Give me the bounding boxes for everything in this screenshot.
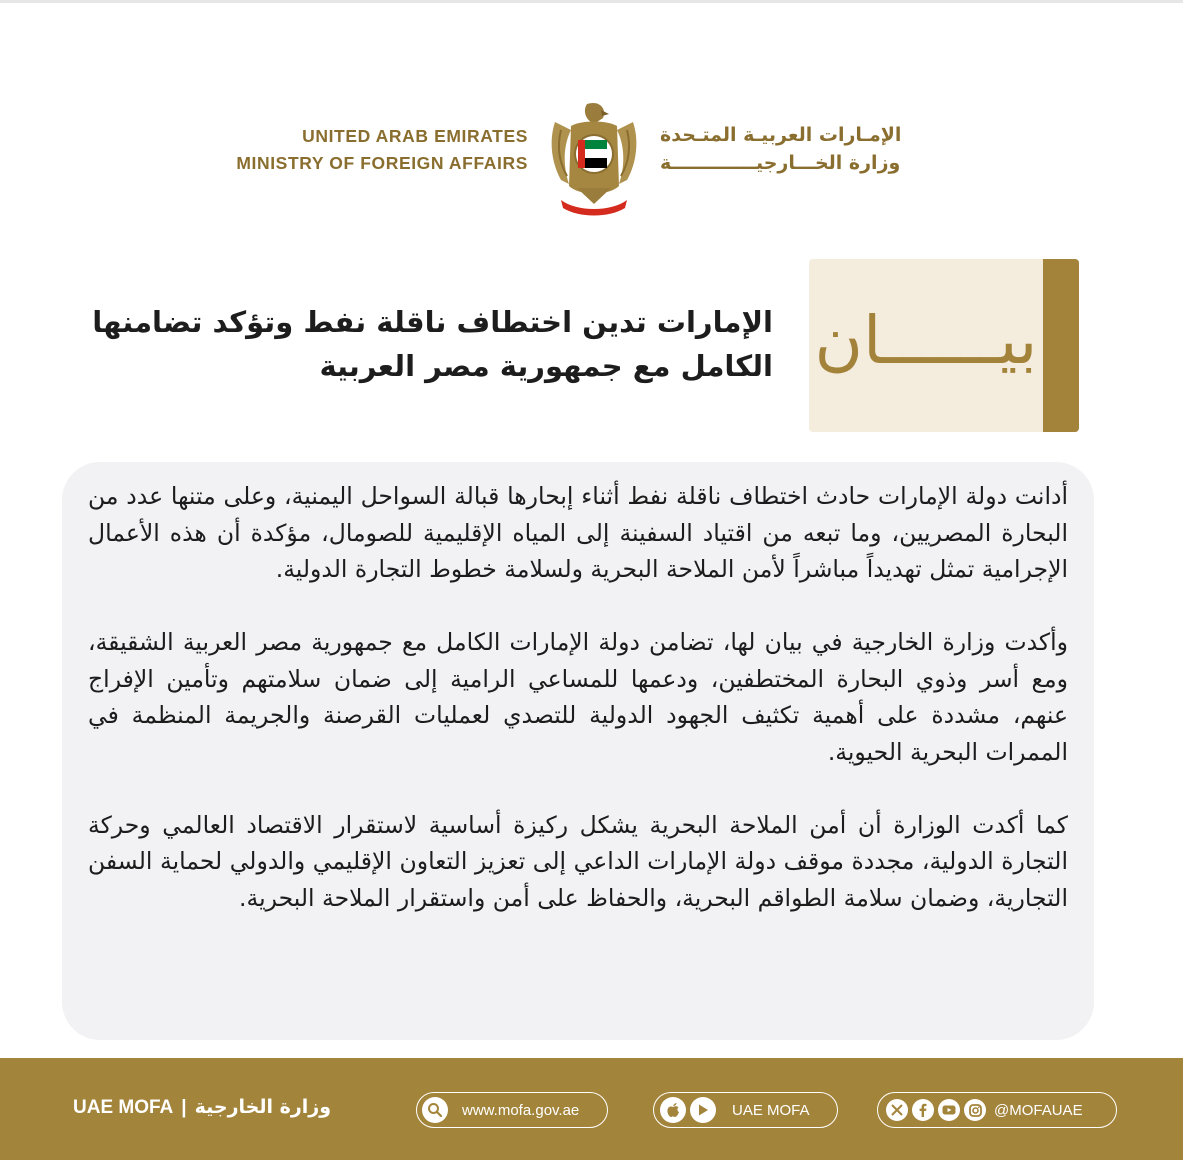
letterhead bbox=[0, 95, 1183, 225]
footer-brand bbox=[73, 1093, 331, 1122]
en-country-name: UNITED ARAB EMIRATES bbox=[302, 126, 528, 146]
title-line-1: الإمارات تدين اختطاف ناقلة نفط وتؤكد تضامنها bbox=[92, 305, 773, 339]
ar-ministry-name: وزارة الخـــارجيـــــــــــــة bbox=[660, 152, 901, 174]
apple-icon bbox=[660, 1097, 686, 1123]
footer-brand-ar: وزارة الخارجية bbox=[194, 1096, 332, 1118]
footer-separator: | bbox=[181, 1097, 187, 1118]
top-divider bbox=[0, 0, 1183, 3]
badge-accent-bar bbox=[1043, 259, 1079, 432]
website-link[interactable] bbox=[416, 1092, 608, 1128]
youtube-icon[interactable] bbox=[938, 1099, 960, 1121]
paragraph-1: أدانت دولة الإمارات حادث اختطاف ناقلة نفط أثناء إبحارها قبالة السواحل اليمنية، وعلى متنها عدد من البحارة المصريين، وما تبعه من اقتياد السفينة إلى المياه الإقليمية للصومال، مؤكدة أن هذه الأعمال الإجرامية تمثل تهديداً مباشراً لأمن الملاحة البحرية ولسلامة خطوط التجارة الدولية. bbox=[88, 482, 1068, 583]
en-ministry-name: MINISTRY OF FOREIGN AFFAIRS bbox=[236, 153, 528, 173]
english-org-name bbox=[236, 123, 528, 177]
social-links[interactable] bbox=[877, 1092, 1117, 1128]
footer-bar bbox=[0, 1058, 1183, 1160]
paragraph-2: وأكدت وزارة الخارجية في بيان لها، تضامن دولة الإمارات الكامل مع جمهورية مصر العربية الشقيقة، ومع أسر وذوي البحارة المختطفين، ودعمها للمساعي الرامية إلى ضمان سلامتهم وتأمين الإفراج عنهم، مشددة على أهمية تكثيف الجهود الدولية للتصدي لعمليات القرصنة والجريمة المنظمة في الممرات البحرية الحيوية. bbox=[88, 628, 1068, 766]
footer-brand-en: UAE MOFA bbox=[73, 1097, 174, 1118]
statement-title bbox=[73, 300, 773, 388]
app-name: UAE MOFA bbox=[732, 1101, 810, 1119]
facebook-icon[interactable] bbox=[912, 1099, 934, 1121]
website-url: www.mofa.gov.ae bbox=[462, 1101, 580, 1119]
app-link[interactable] bbox=[653, 1092, 838, 1128]
x-icon[interactable] bbox=[886, 1099, 908, 1121]
social-handle: @MOFAUAE bbox=[994, 1101, 1083, 1119]
paragraph-3: كما أكدت الوزارة أن أمن الملاحة البحرية يشكل ركيزة أساسية لاستقرار الاقتصاد العالمي وحركة التجارة الدولية، مجددة موقف دولة الإمارات الداعي إلى تعزيز التعاون الإقليمي والدولي لحماية السفن التجارية، وضمان سلامة الطواقم البحرية، والحفاظ على أمن واستقرار الملاحة البحرية. bbox=[88, 810, 1068, 912]
ar-country-name: الإمـارات العربيـة المتـحدة bbox=[660, 124, 902, 146]
search-icon bbox=[422, 1097, 448, 1123]
statement-body bbox=[88, 478, 1068, 953]
statement-badge bbox=[809, 259, 1079, 432]
badge-label: بيــــــان bbox=[814, 302, 1038, 379]
title-line-2: الكامل مع جمهورية مصر العربية bbox=[319, 349, 773, 383]
play-store-icon bbox=[690, 1097, 716, 1123]
social-icons bbox=[886, 1099, 986, 1121]
instagram-icon[interactable] bbox=[964, 1099, 986, 1121]
uae-emblem-icon bbox=[547, 100, 641, 218]
arabic-org-name bbox=[660, 121, 901, 177]
